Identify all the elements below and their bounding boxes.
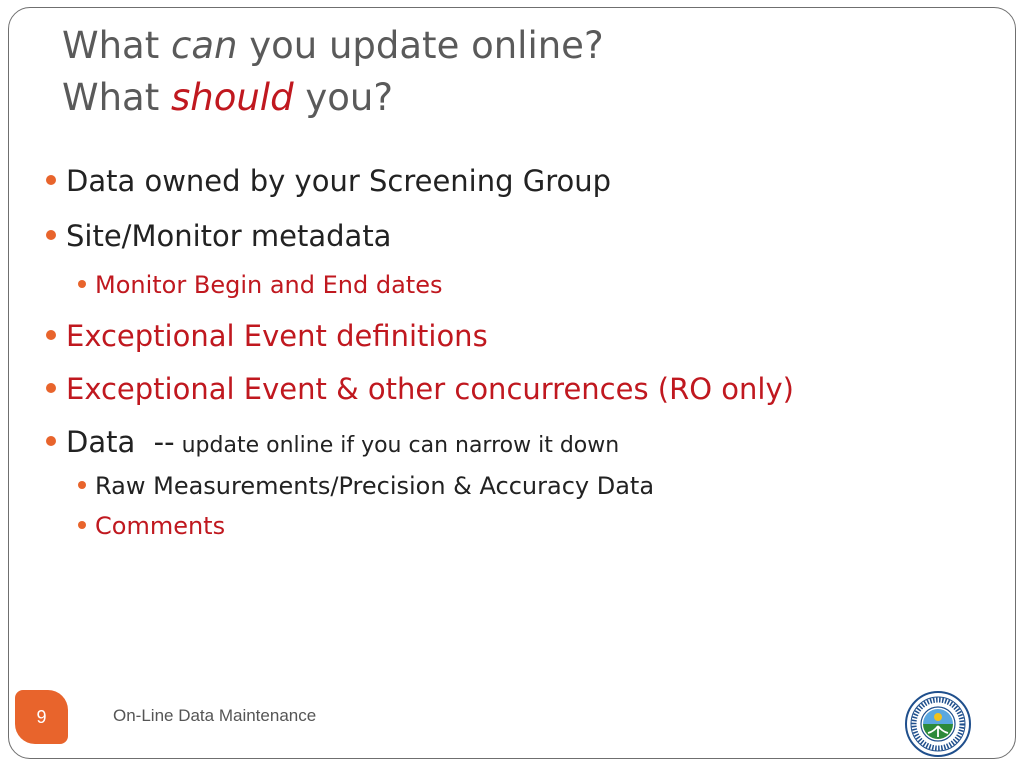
- bullet-item-data: [46, 421, 619, 467]
- bullet-text: Monitor Begin and End dates: [95, 271, 443, 299]
- slide-title: [62, 20, 604, 124]
- bullet-text: Exceptional Event & other concurrences (RO only): [66, 372, 794, 406]
- bullet-text: Comments: [95, 512, 226, 540]
- title-emphasis-can: can: [170, 24, 238, 67]
- title-line-1: [62, 24, 604, 67]
- bullet-item-exceptional-event-definitions: [46, 315, 488, 357]
- footer-title: On-Line Data Maintenance: [113, 706, 317, 725]
- bullet-item-comments: [78, 509, 225, 543]
- bullet-item-raw-measurements: [78, 469, 654, 503]
- orange-dot-bullet-icon: [46, 383, 56, 393]
- bullet-subnote: update online if you can narrow it down: [174, 433, 620, 458]
- title-line-2-pre: What: [62, 76, 171, 119]
- orange-dot-bullet-icon: [78, 280, 86, 288]
- title-line-2-post: you?: [293, 76, 393, 119]
- epa-seal-icon: [904, 690, 972, 758]
- title-line-1-post: you update online?: [237, 24, 604, 67]
- orange-dot-bullet-icon: [78, 521, 86, 529]
- title-line-1-pre: What: [62, 24, 171, 67]
- bullet-text: Data: [66, 425, 136, 459]
- bullet-text: Site/Monitor metadata: [66, 219, 392, 253]
- orange-dot-bullet-icon: [78, 481, 86, 489]
- orange-dot-bullet-icon: [46, 436, 56, 446]
- bullet-dash: --: [135, 425, 175, 459]
- title-emphasis-should: should: [170, 76, 294, 119]
- orange-dot-bullet-icon: [46, 230, 56, 240]
- bullet-text: Data owned by your Screening Group: [66, 164, 612, 198]
- bullet-item-data-owned: [46, 160, 611, 202]
- bullet-item-site-monitor-metadata: [46, 215, 391, 257]
- title-line-2: [62, 76, 393, 119]
- page-number: 9: [36, 706, 47, 727]
- orange-dot-bullet-icon: [46, 175, 56, 185]
- bullet-item-exceptional-event-concurrences: [46, 368, 794, 410]
- bullet-text: Exceptional Event definitions: [66, 319, 488, 353]
- orange-dot-bullet-icon: [46, 330, 56, 340]
- page-number-badge: [15, 690, 68, 744]
- bullet-item-monitor-dates: [78, 268, 442, 302]
- bullet-text: Raw Measurements/Precision & Accuracy Data: [95, 472, 655, 500]
